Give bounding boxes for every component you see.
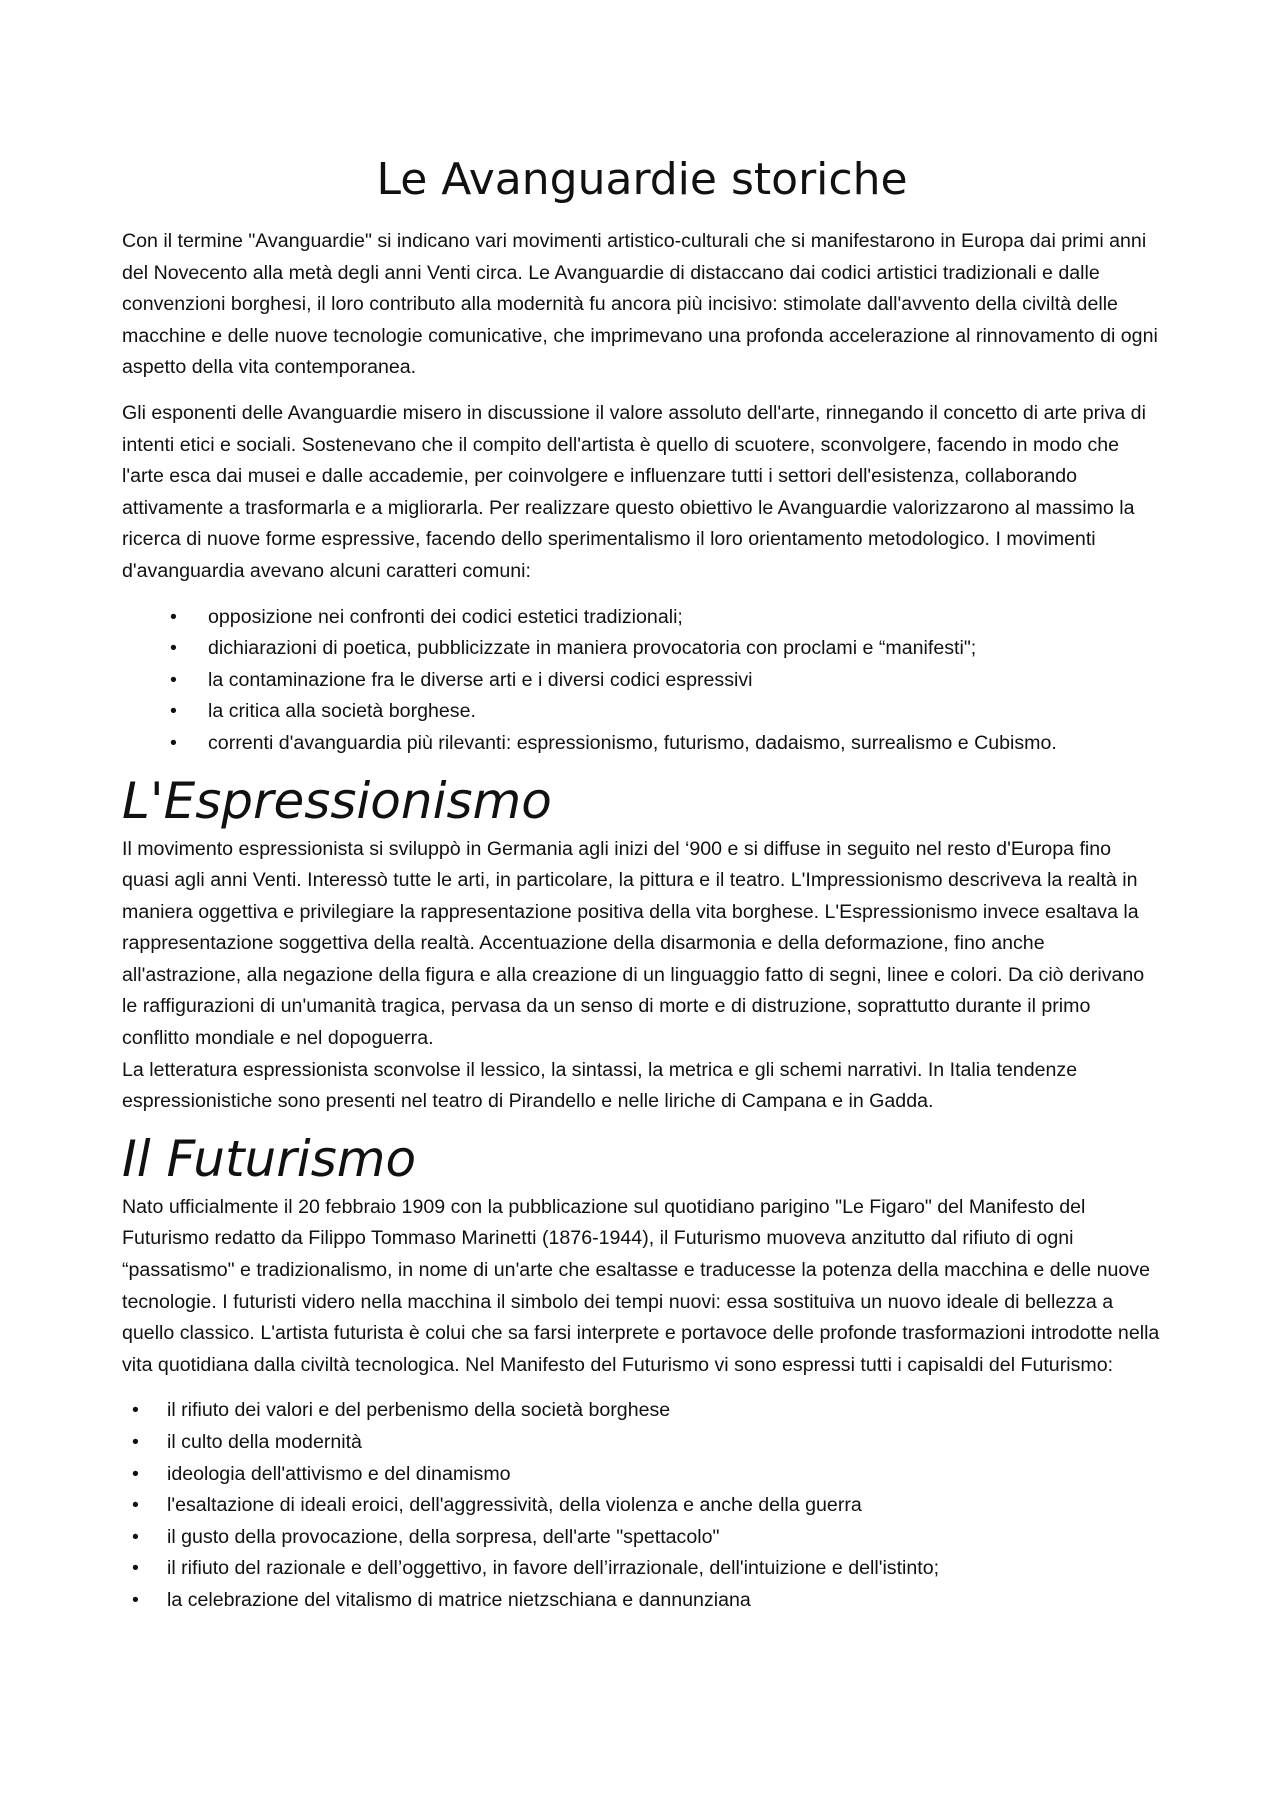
list-item: • correnti d'avanguardia più rilevanti: espressionismo, futurismo, dadaismo, surrealismo e Cubismo. bbox=[122, 728, 1162, 760]
bullet-icon: • bbox=[132, 1588, 139, 1611]
futurismo-paragraph-1: Nato ufficialmente il 20 febbraio 1909 con la pubblicazione sul quotidiano parigino "Le Figaro" del Manifesto del Futurismo redatto da Filippo Tommaso Marinetti (1876-1944), il Futurismo muoveva anzitutto dal rifiuto di ogni “passatismo" e tradizionalismo, in nome di un'arte che esaltasse e traducesse la potenza della macchina e delle nuove tecnologie. I futuristi videro nella macchina il simbolo dei tempi nuovi: essa sostituiva un nuovo ideale di bellezza a quello classico. L'artista futurista è colui che sa farsi interprete e portavoce delle profonde trasformazioni introdotte nella vita quotidiana dalla civiltà tecnologica. Nel Manifesto del Futurismo vi sono espressi tutti i capisaldi del Futurismo: bbox=[122, 1195, 1160, 1376]
common-traits-list bbox=[122, 602, 1162, 760]
list-item: • la celebrazione del vitalismo di matrice nietzschiana e dannunziana bbox=[122, 1585, 1162, 1617]
list-item: • ideologia dell'attivismo e del dinamismo bbox=[122, 1459, 1162, 1491]
bullet-icon: • bbox=[132, 1557, 139, 1580]
list-item: • il gusto della provocazione, della sorpresa, dell'arte "spettacolo" bbox=[122, 1522, 1162, 1554]
section-heading-futurismo: Il Futurismo bbox=[122, 1129, 417, 1188]
list-item: • il rifiuto del razionale e dell’oggettivo, in favore dell’irrazionale, dell'intuizione e dell'istinto; bbox=[122, 1553, 1162, 1585]
futurismo-principles-list bbox=[122, 1395, 1162, 1616]
espressionismo-paragraph-1: Il movimento espressionista si sviluppò in Germania agli inizi del ‘900 e si diffuse in seguito nel resto d'Europa fino quasi agli anni Venti. Interessò tutte le arti, in particolare, la pittura e il teatro. L'Impressionismo descriveva la realtà in maniera oggettiva e privilegiare la rappresentazione positiva della vita borghese. L'Espressionismo invece esaltava la rappresentazione soggettiva della realtà. Accentuazione della disarmonia e della deformazione, fino anche all'astrazione, alla negazione della figura e alla creazione di un linguaggio fatto di segni, linee e colori. Da ciò derivano le raffigurazioni di un'umanità tragica, pervasa da un senso di morte e di distruzione, soprattutto durante il primo conflitto mondiale e nel dopoguerra. bbox=[122, 837, 1145, 1050]
bullet-icon: • bbox=[170, 700, 177, 723]
bullet-icon: • bbox=[170, 637, 177, 660]
intro-paragraph-1: Con il termine "Avanguardie" si indicano vari movimenti artistico-culturali che si manifestarono in Europa dai primi anni del Novecento alla metà degli anni Venti circa. Le Avanguardie di distaccano dai codici artistici tradizionali e dalle convenzioni borghesi, il loro contributo alla modernità fu ancora più incisivo: stimolate dall'avvento della civiltà delle macchine e delle nuove tecnologie comunicative, che imprimevano una profonda accelerazione al rinnovamento di ogni aspetto della vita contemporanea. bbox=[122, 230, 1158, 379]
list-item: • il culto della modernità bbox=[122, 1427, 1162, 1459]
espressionismo-paragraph-2: La letteratura espressionista sconvolse il lessico, la sintassi, la metrica e gli schemi narrativi. In Italia tendenze espressionistiche sono presenti nel teatro di Pirandello e nelle liriche di Campana e in Gadda. bbox=[122, 1058, 1078, 1113]
bullet-icon: • bbox=[132, 1525, 139, 1548]
list-item: • la critica alla società borghese. bbox=[122, 696, 1162, 728]
bullet-icon: • bbox=[132, 1494, 139, 1517]
document-title: Le Avanguardie storiche bbox=[376, 154, 908, 205]
bullet-icon: • bbox=[132, 1399, 139, 1422]
list-item: • il rifiuto dei valori e del perbenismo della società borghese bbox=[122, 1395, 1162, 1427]
bullet-icon: • bbox=[132, 1431, 139, 1453]
intro-paragraph-2: Gli esponenti delle Avanguardie misero in discussione il valore assoluto dell'arte, rinnegando il concetto di arte priva di intenti etici e sociali. Sostenevano che il compito dell'artista è quello di scuotere, sconvolgere, facendo in modo che l'arte esca dai musei e dalle accademie, per coinvolgere e influenzare tutti i settori dell'esistenza, collaborando attivamente a trasformarla e a migliorarla. Per realizzare questo obiettivo le Avanguardie valorizzarono al massimo la ricerca di nuove forme espressive, facendo dello sperimentalismo il loro orientamento metodologico. I movimenti d'avanguardia avevano alcuni caratteri comuni: bbox=[122, 401, 1146, 582]
bullet-icon: • bbox=[170, 668, 177, 691]
section-heading-espressionismo: L'Espressionismo bbox=[122, 771, 552, 830]
bullet-icon: • bbox=[132, 1462, 139, 1485]
document-page bbox=[122, 0, 1162, 1617]
bullet-icon: • bbox=[170, 605, 177, 628]
list-item: • dichiarazioni di poetica, pubblicizzate in maniera provocatoria con proclami e “manifesti"; bbox=[122, 633, 1162, 665]
list-item: • la contaminazione fra le diverse arti e i diversi codici espressivi bbox=[122, 665, 1162, 697]
list-item: • opposizione nei confronti dei codici estetici tradizionali; bbox=[122, 602, 1162, 634]
list-item: • l'esaltazione di ideali eroici, dell'aggressività, della violenza e anche della guerra bbox=[122, 1490, 1162, 1522]
bullet-icon: • bbox=[170, 731, 177, 754]
